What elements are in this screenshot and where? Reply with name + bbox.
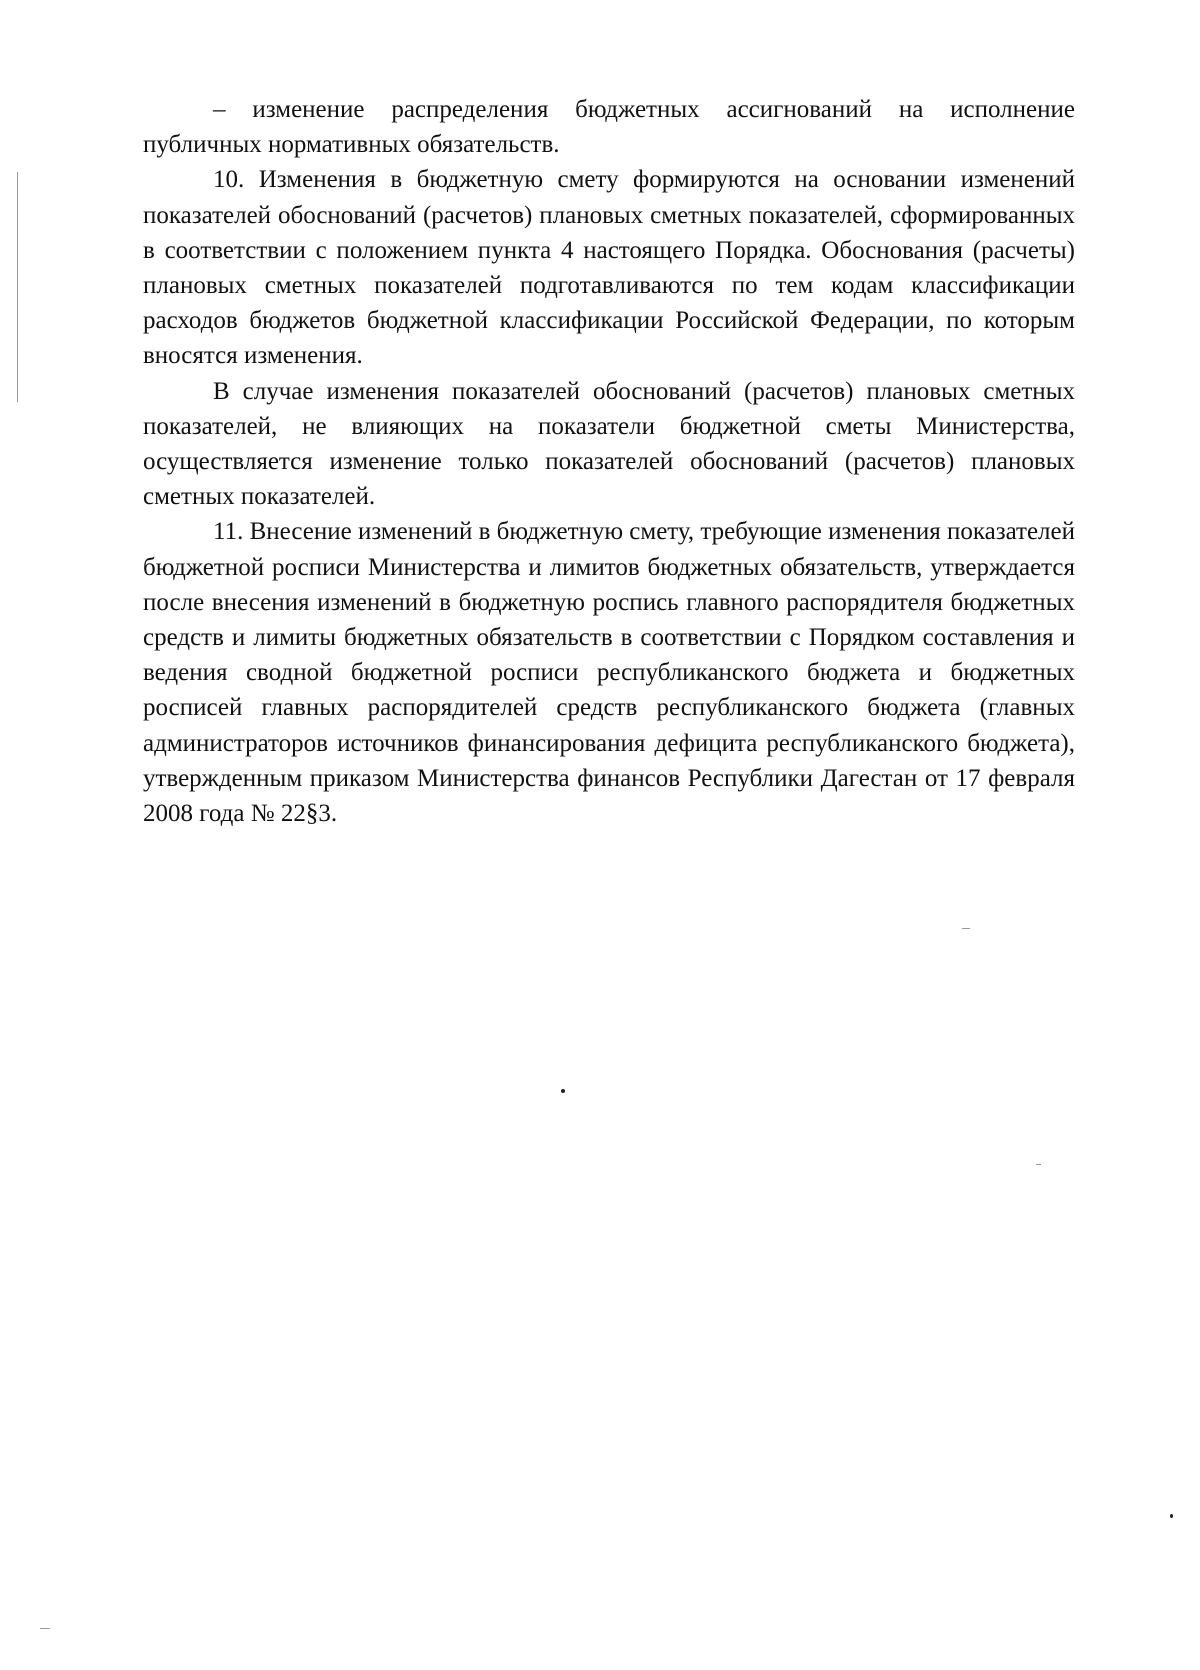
paragraph-item-10: 10. Изменения в бюджетную смету формируются на основании изменений показателей обоснований (расчетов) плановых сметных показателей, сформированных в соответствии с положением пункта 4 настоящего Порядка. Обоснования (расчеты) плановых сметных показателей подготавливаются по тем кодам классификации расходов бюджетов бюджетной классификации Российской Федерации, по которым вносятся изменения. [143, 166, 1075, 370]
scan-speck [561, 1089, 565, 1093]
paragraph-budget-allocation-change: – изменение распределения бюджетных ассигнований на исполнение публичных нормативных обязательств. [143, 96, 1075, 159]
paragraph-item-11: 11. Внесение изменений в бюджетную смету, требующие изменения показателей бюджетной росписи Министерства и лимитов бюджетных обязательств, утверждается после внесения изменений в бюджетную роспись главного распорядителя бюджетных средств и лимиты бюджетных обязательств в соответствии с Порядком составления и ведения сводной бюджетной росписи республиканского бюджета и бюджетных росписей главных распорядителей средств республиканского бюджета (главных администраторов источников финансирования дефицита республиканского бюджета), утвержденным приказом Министерства финансов Республики Дагестан от 17 февраля 2008 года № 22§3. [143, 518, 1075, 828]
scan-speck [40, 1628, 50, 1629]
scan-speck [1036, 1164, 1041, 1165]
scan-margin-line [17, 172, 18, 402]
document-body [143, 92, 1075, 831]
scan-speck [962, 928, 970, 929]
paragraph-indicator-change: В случае изменения показателей обоснований (расчетов) плановых сметных показателей, не влияющих на показатели бюджетной сметы Министерства, осуществляется изменение только показателей обоснований (расчетов) плановых сметных показателей. [143, 377, 1075, 511]
scan-speck [1170, 1514, 1173, 1518]
